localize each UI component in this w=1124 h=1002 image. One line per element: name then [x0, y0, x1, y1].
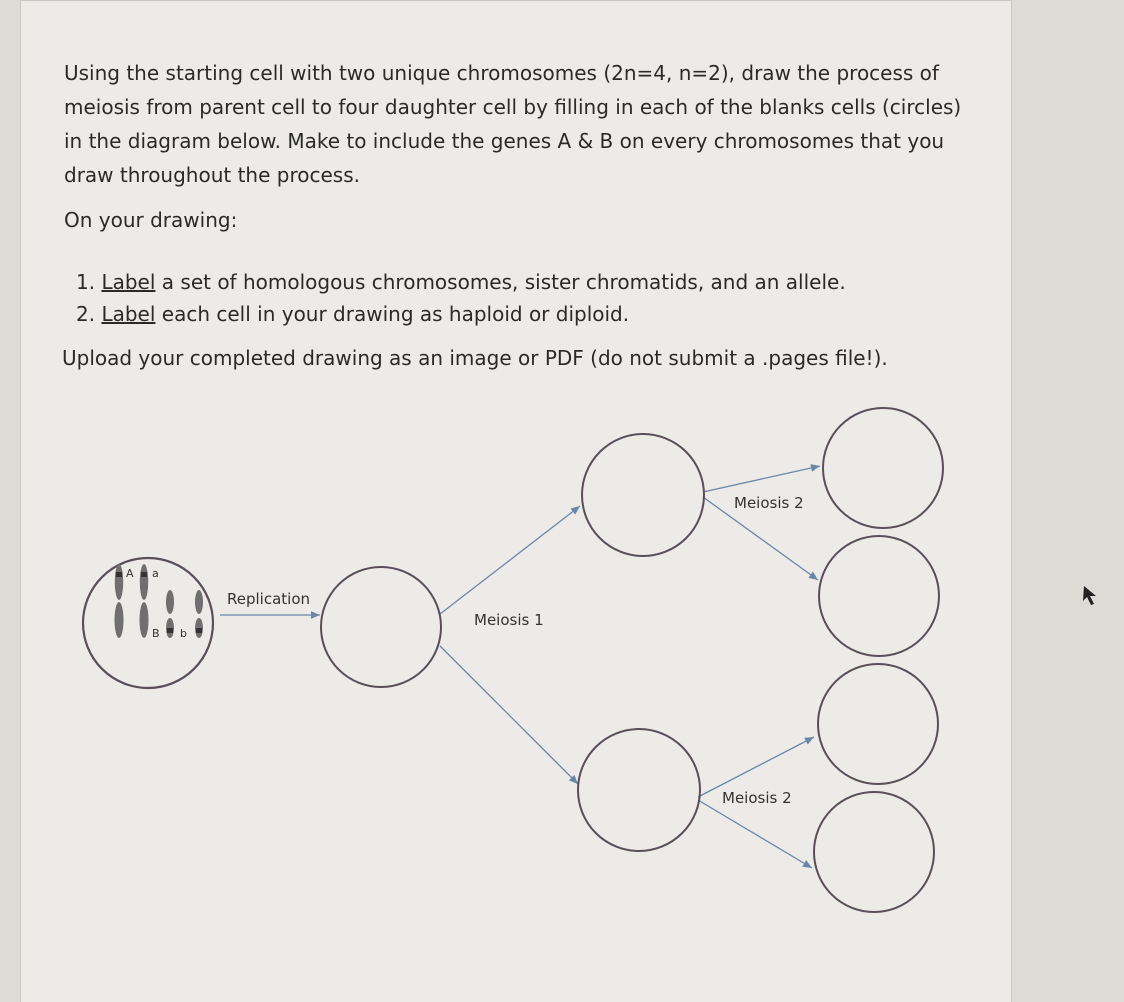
meiosis2-top-label: Meiosis 2	[734, 494, 804, 512]
gene-a-label: a	[152, 567, 159, 580]
label-link: Label	[101, 302, 156, 326]
meiosis1-top-arrow	[440, 506, 580, 614]
meiosis2-bottom-lower-arrow	[698, 800, 812, 868]
list-number: 2.	[76, 302, 96, 326]
meiosis2-top-upper-arrow	[703, 466, 820, 492]
daughter-cell-2	[819, 536, 939, 656]
mouse-cursor-icon	[1080, 584, 1100, 606]
on-drawing-heading: On your drawing:	[64, 208, 238, 232]
daughter-cell-1	[823, 408, 943, 528]
list-text: a set of homologous chromosomes, sister chromatids, and an allele.	[155, 270, 846, 294]
gene-B-label: B	[152, 627, 160, 640]
meiosis2-bottom-upper-arrow	[698, 737, 814, 797]
meiosis1-bottom-cell	[578, 729, 700, 851]
gene-b-label: b	[180, 627, 187, 640]
meiosis2-bottom-label: Meiosis 2	[722, 789, 792, 807]
upload-instruction: Upload your completed drawing as an image or PDF (do not submit a .pages file!).	[62, 346, 888, 370]
intro-paragraph: Using the starting cell with two unique chromosomes (2n=4, n=2), draw the process of meiosis from parent cell to four daughter cell by filling in each of the blanks cells (circles) in the diagram below. Make to include the genes A & B on every chromosomes that you draw throughout the process.	[64, 61, 962, 187]
meiosis1-bottom-arrow	[440, 646, 578, 784]
daughter-cell-4	[814, 792, 934, 912]
list-number: 1.	[76, 270, 96, 294]
replicated-cell	[321, 567, 441, 687]
list-text: each cell in your drawing as haploid or diploid.	[155, 302, 630, 326]
label-link: Label	[101, 270, 156, 294]
daughter-cell-3	[818, 664, 938, 784]
gene-A-label: A	[126, 567, 134, 580]
meiosis1-top-cell	[582, 434, 704, 556]
replication-label: Replication	[227, 590, 311, 608]
meiosis1-label: Meiosis 1	[474, 611, 544, 629]
